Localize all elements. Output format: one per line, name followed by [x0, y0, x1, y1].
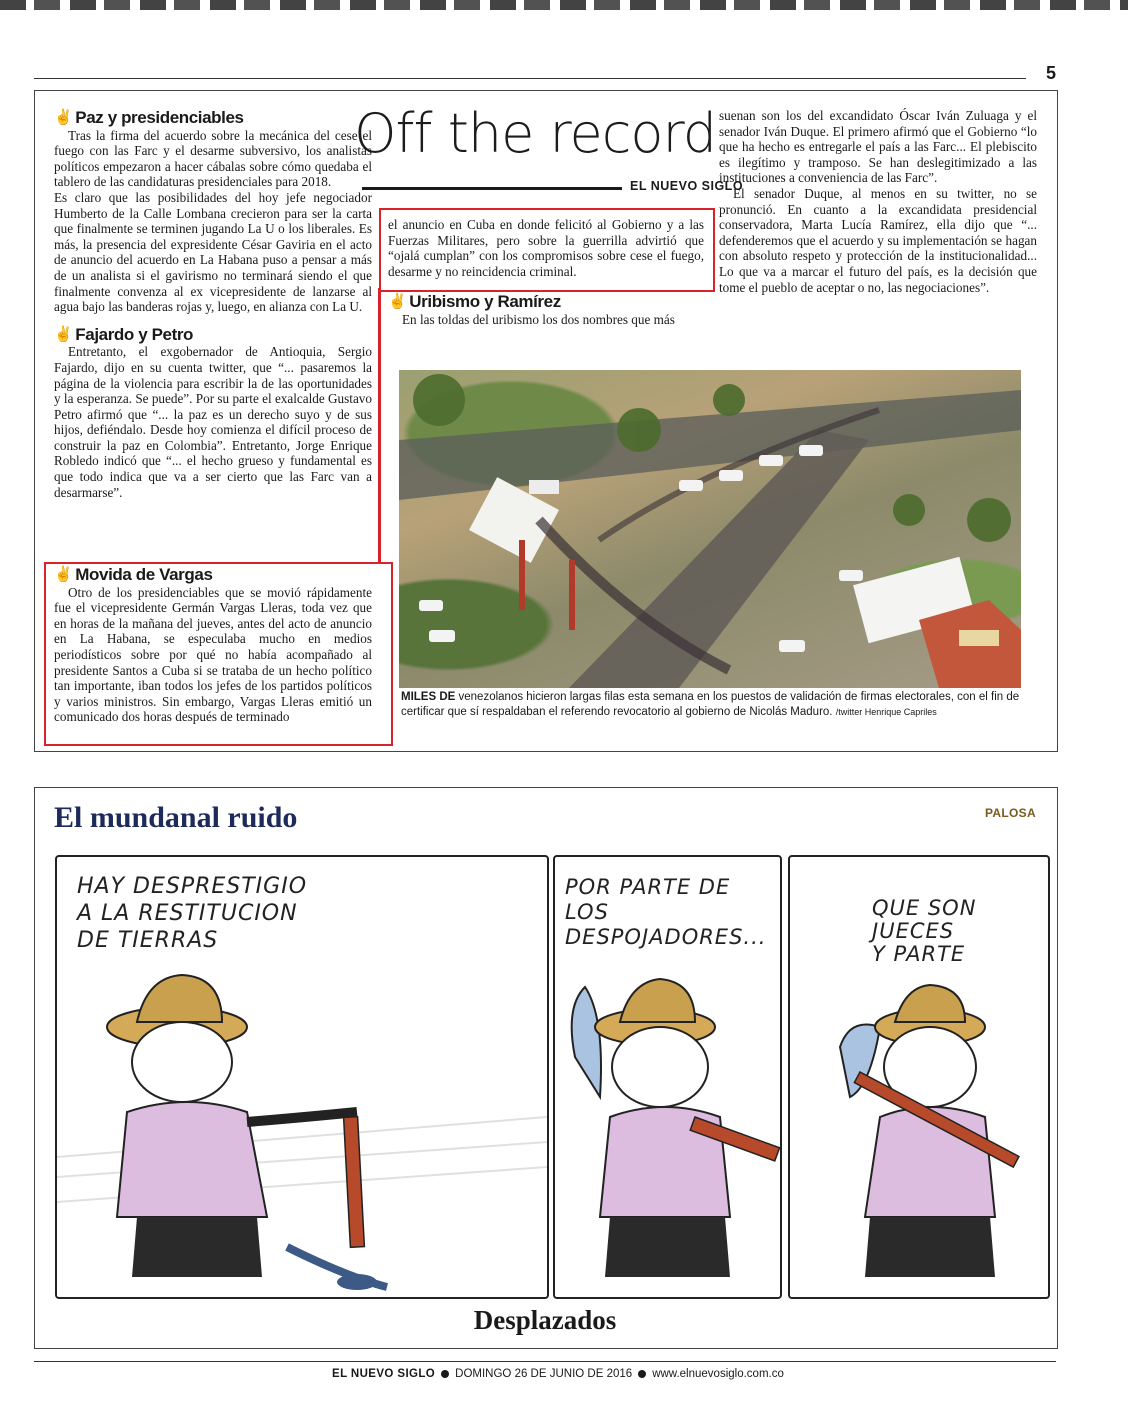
section-title-text: Paz y presidenciables: [75, 108, 244, 127]
paragraph: Tras la firma del acuerdo sobre la mecánica del cese el fuego con las Farc y el desarme subversivo, los analistas políticos empezaron a hacer cábalas sobre cómo quedaba el tablero de las candidaturas presidenciales para 2018.: [54, 127, 372, 190]
peace-sign-icon: ✌: [388, 293, 407, 310]
column-right: [719, 108, 1037, 295]
column-left: [54, 110, 372, 500]
speech-line: POR PARTE DE LOS: [565, 875, 731, 924]
speech-line: DE TIERRAS: [77, 928, 219, 953]
farmer-leaning-on-hoe-illustration: [57, 857, 547, 1297]
peace-sign-icon: ✌: [54, 109, 73, 126]
news-photo: [399, 370, 1021, 688]
comic-panel-1: [55, 855, 549, 1299]
footer: [332, 1368, 784, 1380]
column-title: Off the record: [354, 102, 716, 165]
paragraph: el anuncio en Cuba en donde felicitó al Gobierno y a las Fuerzas Militares, pero sobre la guerrilla advirtió que “ojalá cumplan” con los compromisos sobre cese el fuego, desarme y no reincidencia criminal.: [388, 217, 704, 279]
farmer-carrying-hoe-illustration: [555, 857, 780, 1297]
paragraph: suenan son los del excandidato Óscar Iván Zuluaga y el senador Iván Duque. El primero afirmó que el Gobierno “lo que ha hecho es entregarle el país a las Farc... El plebiscito es ilegítimo y tramposo. Se han deslegitimizado a las instituciones a conveniencia de las Farc”.: [719, 108, 1037, 186]
masthead-brand: EL NUEVO SIGLO: [630, 179, 744, 193]
page-number: 5: [1046, 63, 1057, 83]
speech-line: DESPOJADORES...: [565, 925, 767, 949]
top-page-strip: [0, 0, 1128, 10]
section-title-fajardo: [54, 324, 372, 344]
footer-date: DOMINGO 26 DE JUNIO DE 2016: [455, 1368, 633, 1380]
speech-line: JUECES: [872, 919, 955, 943]
section-continuation: [388, 217, 704, 279]
peace-sign-icon: ✌: [54, 325, 73, 343]
speech-line: Y PARTE: [872, 942, 966, 966]
masthead-rule: [362, 187, 622, 190]
paragraph: Entretanto, el exgobernador de Antioquia, Sergio Fajardo, dijo en su cuenta twitter, que “... pasaremos la página de la violencia para escribir la de las oportunidades y la esperanza. Se puede”. Por su parte el exalcalde Gustavo Petro afirmó que “... la paz es un derecho suyo y de sus hijos, defiéndalo. Desde hoy comienza el difícil proceso de construir la paz en Colombia”. Entretanto, Jorge Enrique Robledo indicó que “... el hecho grueso y fundamental es que todo indica que va a ser cierto que las Farc van a desarmarse”.: [54, 344, 372, 500]
section-title-text: Movida de Vargas: [75, 565, 213, 584]
caption-text: venezolanos hicieron largas filas esta semana en los puestos de validación de firmas electorales, con el fin de certificar que sí respaldaban el referendo revocatorio al gobierno de Nicolás Maduro.: [401, 691, 1020, 718]
photo-credit: /twitter Henrique Capriles: [835, 707, 937, 717]
footer-brand: EL NUEVO SIGLO: [332, 1368, 436, 1380]
comic-title: El mundanal ruido: [54, 801, 298, 834]
comic-caption: Desplazados: [473, 1305, 617, 1335]
paragraph: En las toldas del uribismo los dos nombres que más: [402, 311, 675, 327]
section-title-paz: [54, 110, 372, 126]
comic-author: PALOSA: [985, 806, 1036, 820]
footer-rule: [34, 1361, 1056, 1362]
paragraph: Otro de los presidenciables que se movió rápidamente fue el vicepresidente Germán Vargas Lleras, toda vez que en horas de la mañana del jueves, antes del acto de anuncio en La Habana, se especulaba mucho en medios periodísticos sobre por qué no había acompañado al presidente Santos a Cuba si se trataba de un hecho político tan importante, iban todos los jefes de los partidos políticos y varios ministros. Sin embargo, Vargas Lleras emitió un comunicado dos horas después de terminado: [54, 584, 372, 725]
bullet-icon: [638, 1370, 646, 1378]
speech-line: QUE SON: [872, 896, 977, 920]
bullet-icon: [441, 1370, 449, 1378]
speech-line: A LA RESTITUCION: [77, 901, 298, 926]
highlight-connector: [378, 288, 381, 564]
section-title-text: Fajardo y Petro: [75, 324, 194, 344]
comic-panel-2: [553, 855, 782, 1299]
paragraph: Es claro que las posibilidades del hoy jefe negociador Humberto de la Calle Lombana crecieron para ser la carta que finalmente se terminen jugando La U o los liberales. Es más, la presencia del expresidente César Gaviria en el acto de anuncio del acuerdo en La Habana puso a pensar a más de un analista si el gavirismo no terminará siendo el que finalmente convenza al ex vicepresidente de lanzarse al agua bajo las banderas rojas y, luego, en alianza con La U.: [54, 189, 372, 315]
footer-url[interactable]: www.elnuevosiglo.com.co: [652, 1368, 784, 1380]
section-uribismo: [388, 294, 706, 327]
section-vargas: [54, 567, 372, 725]
section-title-vargas: [54, 567, 372, 583]
caption-lead: MILES DE: [401, 691, 456, 703]
photo-caption: [401, 690, 1023, 720]
section-title-text: Uribismo y Ramírez: [409, 292, 561, 311]
speech-line: HAY DESPRESTIGIO: [77, 874, 308, 899]
paragraph: El senador Duque, al menos en su twitter, no se pronunció. En cuanto a la excandidata presidencial conservadora, Marta Lucía Ramírez, ella dijo que “... defenderemos que el acuerdo y su implementación se hagan con absoluto respeto y protección de la institucionalidad... Lo que va a marcar el futuro del país, es la decisión que tome el pueblo de aceptar o no, las negociaciones”.: [719, 185, 1037, 295]
peace-sign-icon: ✌: [54, 566, 73, 583]
aerial-scene-illustration: [399, 370, 1021, 688]
section-title-uribismo: [388, 294, 706, 310]
comic-panel-3: [788, 855, 1050, 1299]
header-rule: [34, 78, 1026, 79]
farmer-from-behind-illustration: [790, 857, 1048, 1297]
